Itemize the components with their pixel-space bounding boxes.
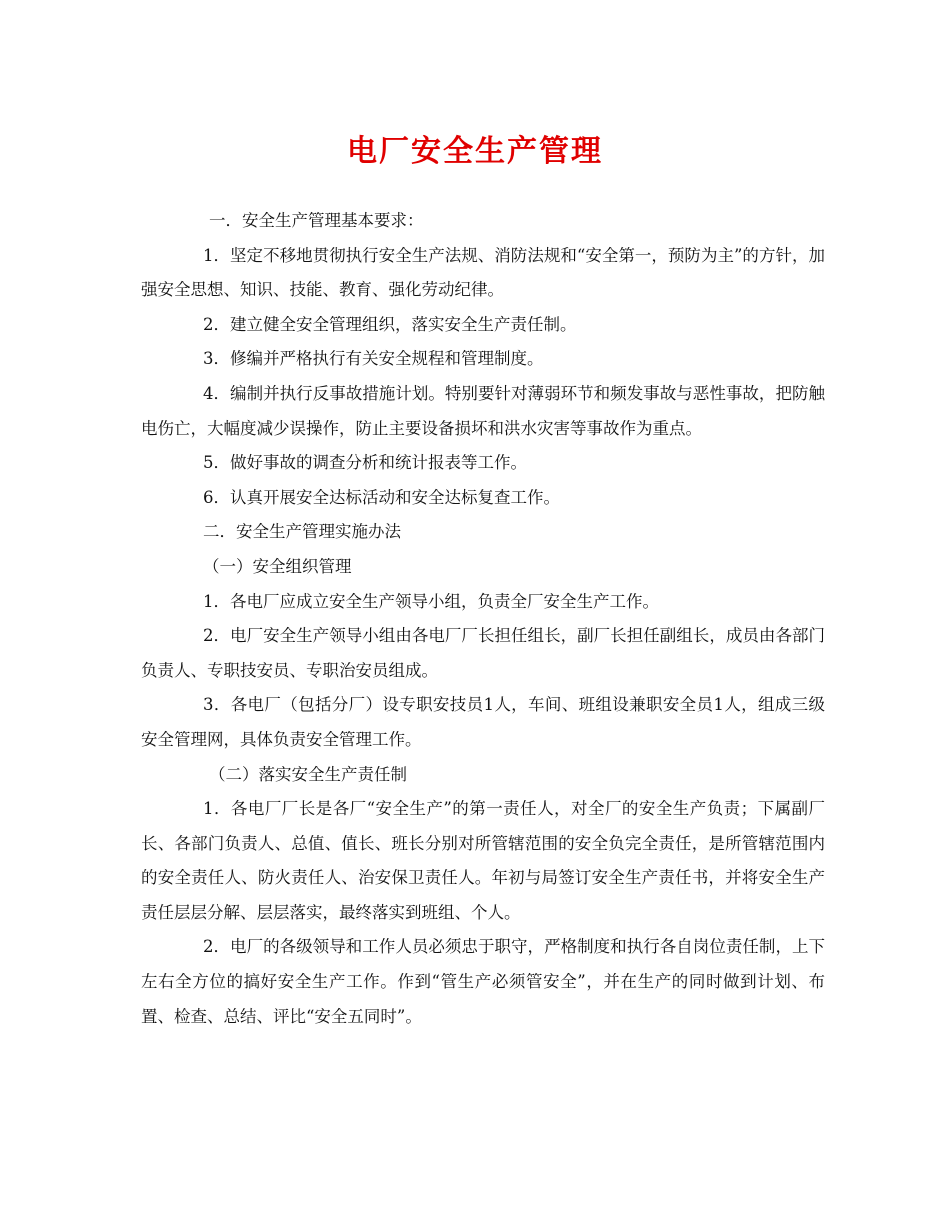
- paragraph: 2．电厂的各级领导和工作人员必须忠于职守，严格制度和执行各自岗位责任制，上下左右全方位的搞好安全生产工作。作到“管生产必须管安全”，并在生产的同时做到计划、布置、检查、总结、评比“安全五同时”。: [141, 937, 825, 1026]
- subsection-heading: （一）安全组织管理: [203, 556, 352, 576]
- paragraph: 3．各电厂（包括分厂）设专职安技员1人，车间、班组设兼职安全员1人，组成三级安全管理网，具体负责安全管理工作。: [141, 695, 825, 749]
- paragraph: 3．修编并严格执行有关安全规程和管理制度。: [203, 349, 544, 369]
- paragraph: 2．建立健全安全管理组织，落实安全生产责任制。: [203, 314, 577, 334]
- document-title: 电厂安全生产管理: [347, 134, 603, 169]
- section-heading: 二．安全生产管理实施办法: [203, 522, 401, 542]
- paragraph: 1．各电厂应成立安全生产领导小组，负责全厂安全生产工作。: [203, 591, 659, 611]
- paragraph: 1．各电厂厂长是各厂“安全生产”的第一责任人，对全厂的安全生产负责；下属副厂长、各部门负责人、总值、值长、班长分别对所管辖范围的安全负完全责任，是所管辖范围内的安全责任人、防火责任人、治安保卫责任人。年初与局签订安全生产责任书，并将安全生产责任层层分解、层层落实，最终落实到班组、个人。: [141, 799, 825, 922]
- paragraph: 2．电厂安全生产领导小组由各电厂厂长担任组长，副厂长担任副组长，成员由各部门负责人、专职技安员、专职治安员组成。: [141, 626, 825, 680]
- paragraph: 6．认真开展安全达标活动和安全达标复查工作。: [203, 487, 560, 507]
- subsection-heading: （二）落实安全生产责任制: [209, 764, 407, 784]
- document-body: [141, 204, 825, 1034]
- section-heading: 一．安全生产管理基本要求：: [209, 211, 424, 230]
- paragraph: 4．编制并执行反事故措施计划。特别要针对薄弱环节和频发事故与恶性事故，把防触电伤亡，大幅度减少误操作，防止主要设备损坏和洪水灾害等事故作为重点。: [141, 383, 825, 438]
- paragraph: 5．做好事故的调查分析和统计报表等工作。: [203, 453, 527, 473]
- paragraph: 1．坚定不移地贯彻执行安全生产法规、消防法规和“安全第一，预防为主”的方针，加强安全思想、知识、技能、教育、强化劳动纪律。: [141, 245, 825, 300]
